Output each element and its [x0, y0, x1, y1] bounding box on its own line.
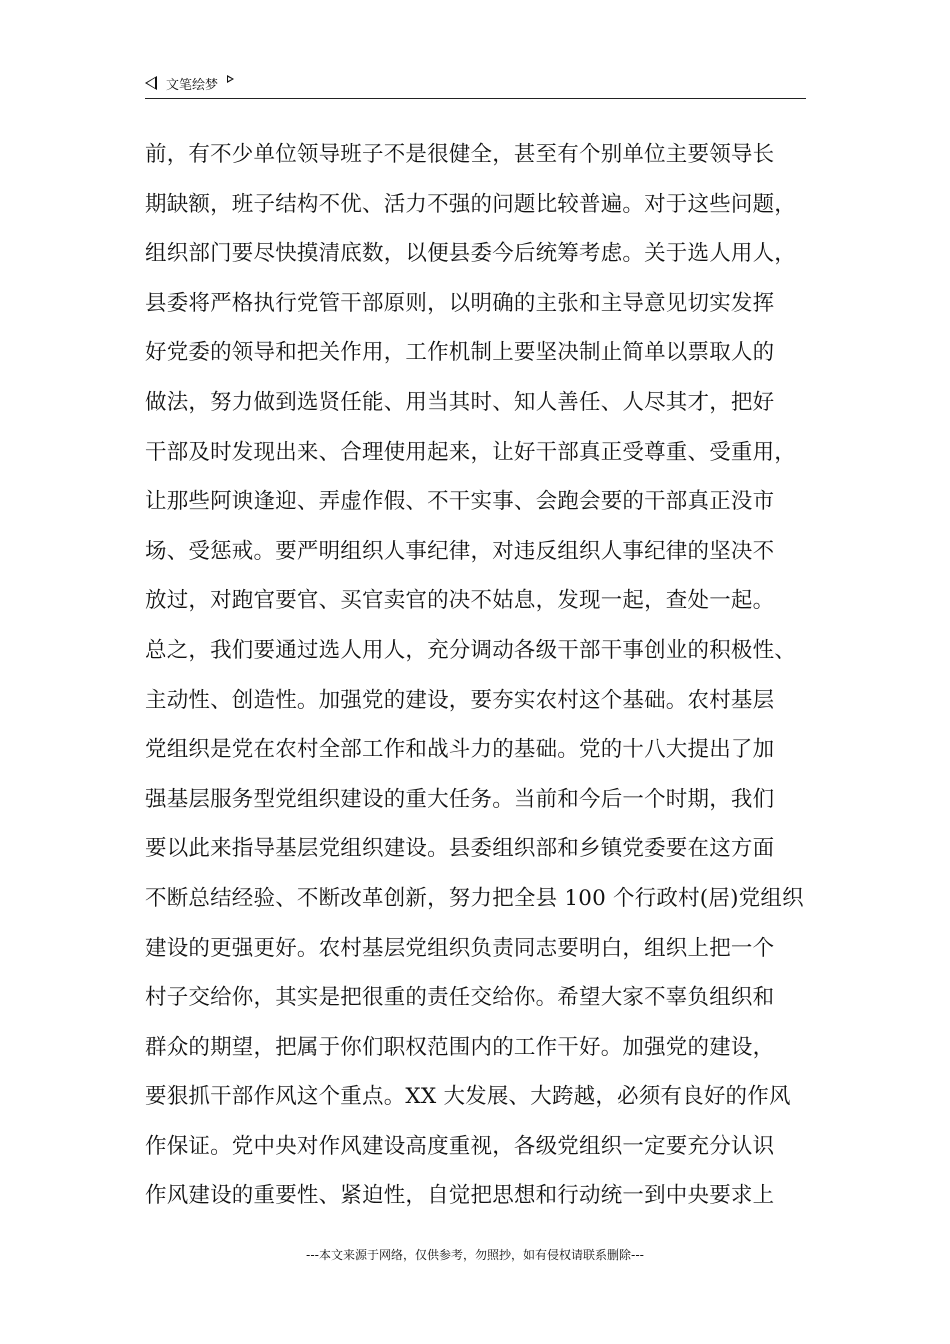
header-bar — [145, 72, 806, 94]
page-footer: ---本文来源于网络，仅供参考，勿照抄，如有侵权请联系删除--- — [306, 1248, 644, 1262]
text-line: 强基层服务型党组织建设的重大任务。当前和今后一个时期，我们 — [145, 786, 775, 812]
text-line: 做法，努力做到选贤任能、用当其时、知人善任、人尽其才，把好 — [145, 389, 775, 415]
text-line: 党组织是党在农村全部工作和战斗力的基础。党的十八大提出了加 — [145, 737, 775, 763]
text-line: 县委将严格执行党管干部原则，以明确的主张和主导意见切实发挥 — [145, 290, 775, 316]
text-line: 组织部门要尽快摸清底数，以便县委今后统筹考虑。关于选人用人， — [145, 241, 797, 267]
text-line: 村子交给你，其实是把很重的责任交给你。希望大家不辜负组织和 — [145, 985, 775, 1011]
text-line: 好党委的领导和把关作用，工作机制上要坚决制止简单以票取人的 — [145, 340, 775, 366]
text-line: 要以此来指导基层党组织建设。县委组织部和乡镇党委要在这方面 — [145, 836, 775, 862]
text-line: 干部及时发现出来、合理使用起来，让好干部真正受尊重、受重用， — [145, 439, 797, 465]
document-body — [145, 130, 813, 1221]
triangle-right-icon — [227, 75, 234, 83]
text-line: 不断总结经验、不断改革创新，努力把全县 100 个行政村(居)党组织 — [145, 885, 804, 911]
page-header — [145, 72, 806, 99]
text-line: 作保证。党中央对作风建设高度重视，各级党组织一定要充分认识 — [145, 1133, 775, 1159]
text-line: 群众的期望，把属于你们职权范围内的工作干好。加强党的建设， — [145, 1034, 775, 1060]
text-line: 主动性、创造性。加强党的建设，要夯实农村这个基础。农村基层 — [145, 687, 775, 713]
text-line: 总之，我们要通过选人用人，充分调动各级干部干事创业的积极性、 — [145, 637, 797, 663]
text-line: 放过，对跑官要官、买官卖官的决不姑息，发现一起，查处一起。 — [145, 588, 775, 614]
text-line: 期缺额，班子结构不优、活力不强的问题比较普遍。对于这些问题， — [145, 191, 797, 217]
header-title: 文笔绘梦 — [166, 77, 219, 93]
text-line: 要狠抓干部作风这个重点。XX 大发展、大跨越，必须有良好的作风 — [145, 1084, 791, 1110]
text-line: 场、受惩戒。要严明组织人事纪律，对违反组织人事纪律的坚决不 — [145, 538, 775, 564]
text-line: 前，有不少单位领导班子不是很健全，甚至有个别单位主要领导长 — [145, 142, 775, 167]
triangle-left-icon — [145, 76, 157, 90]
text-line: 建设的更强更好。农村基层党组织负责同志要明白，组织上把一个 — [145, 935, 775, 961]
text-line: 作风建设的重要性、紧迫性，自觉把思想和行动统一到中央要求上 — [145, 1183, 775, 1209]
text-line: 让那些阿谀逢迎、弄虚作假、不干实事、会跑会要的干部真正没市 — [145, 489, 775, 515]
